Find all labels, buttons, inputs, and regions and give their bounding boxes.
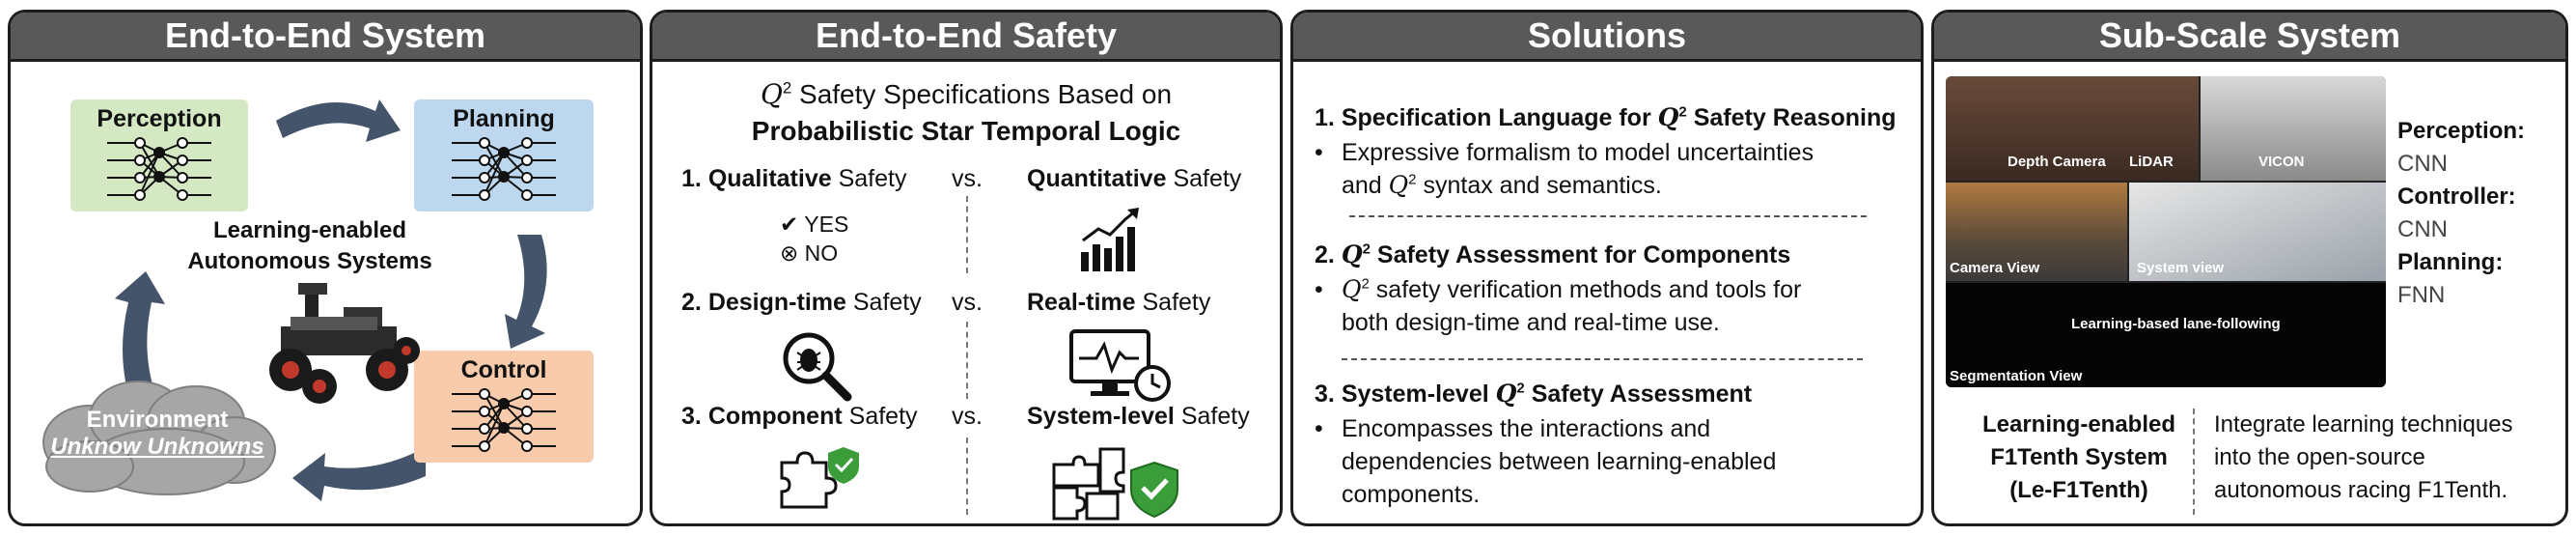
solution-2-title: 2. $Q^2$ Safety Assessment for Components: [1315, 240, 1791, 268]
perception-spec-label: Perception:: [2397, 118, 2526, 144]
center-label-line2: Autonomous Systems: [187, 248, 432, 274]
divider-row1: [966, 196, 968, 273]
solution-2-bullet: [1342, 273, 1801, 339]
yes-option: ✔︎ YES: [780, 212, 849, 237]
solution-3-title: 3. System-level $Q^2$ Safety Assessment: [1315, 380, 1753, 408]
system-description: [2214, 409, 2513, 507]
depth-camera-label: Depth Camera: [2008, 154, 2106, 170]
planning-label: Planning: [453, 105, 555, 132]
panel-title: Solutions: [1293, 13, 1921, 62]
description-line1: Integrate learning techniques: [2214, 411, 2513, 437]
vicon-photo: [2201, 76, 2386, 181]
arrow-control-to-environment: [292, 447, 426, 501]
camera-view-label: Camera View: [1950, 260, 2040, 276]
perception-label: Perception: [97, 105, 222, 132]
panel-sub-scale-system: [1931, 10, 2568, 526]
solution-3-bullet-line2: dependencies between learning-enabled: [1342, 448, 1777, 475]
real-time-safety: Real-time Safety: [1027, 289, 1211, 316]
component-specs: [2397, 115, 2525, 312]
safety-heading-line2: Probabilistic Star Temporal Logic: [751, 116, 1181, 146]
center-label: [184, 215, 435, 277]
vs-label: vs.: [952, 289, 983, 316]
environment-label: [32, 407, 283, 461]
planning-spec-value: FNN: [2397, 282, 2446, 308]
panel-end-to-end-safety: [650, 10, 1283, 526]
yes-no-icon: [780, 210, 848, 268]
vs-label: vs.: [952, 165, 983, 192]
vs-label: vs.: [952, 403, 983, 430]
neural-network-icon: [446, 133, 562, 201]
safety-heading-line1: $Q^2$ Safety Specifications Based on: [760, 78, 1173, 110]
vicon-label: VICON: [2258, 154, 2305, 170]
lane-following-label: Learning-based lane-following: [2071, 316, 2281, 332]
controller-spec-value: CNN: [2397, 216, 2448, 242]
arrow-perception-to-planning: [276, 99, 401, 142]
planning-spec-label: Planning:: [2397, 249, 2504, 275]
solution-2-bullet-line2: both design-time and real-time use.: [1342, 309, 1720, 336]
panel-solutions: [1290, 10, 1924, 526]
photo-collage: [1946, 76, 2386, 387]
solution-1-bullet: [1342, 136, 1814, 202]
solution-2-bullet-line1: • $Q^2$ safety verification methods and tools for: [1342, 275, 1802, 303]
monitor-clock-icon: [1067, 327, 1174, 405]
planning-box: [414, 99, 594, 212]
qualitative-safety: 1. Qualitative Safety: [681, 165, 907, 192]
solutions-divider-1: [1349, 215, 1867, 217]
perception-spec-value: CNN: [2397, 151, 2448, 177]
environment-title: Environment: [86, 407, 229, 433]
quantitative-safety: Quantitative Safety: [1027, 165, 1242, 192]
system-view-photo: [2129, 183, 2386, 281]
neural-network-icon: [446, 384, 562, 452]
solution-1-title: 1. Specification Language for $Q^2$ Safety Reasoning: [1315, 103, 1897, 131]
description-line3: autonomous racing F1Tenth.: [2214, 477, 2508, 503]
system-name-line3: (Le-F1Tenth): [2009, 477, 2148, 503]
no-option: ⊗ NO: [780, 240, 839, 266]
system-name-line2: F1Tenth System: [1990, 444, 2168, 470]
perception-box: [70, 99, 248, 212]
solution-1-bullet-line1: • Expressive formalism to model uncertainties: [1342, 139, 1814, 166]
arrow-planning-to-control: [505, 235, 547, 349]
solution-3-bullet-line3: components.: [1342, 481, 1481, 508]
bug-magnifier-icon: [778, 327, 855, 405]
x-circle-icon: ⊗: [780, 240, 799, 266]
panel-end-to-end-system: [8, 10, 643, 526]
segmentation-view-photo: [1946, 283, 2386, 387]
system-name-line1: Learning-enabled: [1981, 411, 2176, 437]
system-level-safety: System-level Safety: [1027, 403, 1250, 430]
neural-network-icon: [101, 133, 217, 201]
solution-1-bullet-line2: and $Q^2$ syntax and semantics.: [1342, 171, 1662, 199]
panel-title: Sub-Scale System: [1934, 13, 2565, 62]
safety-heading: [652, 76, 1280, 150]
solutions-divider-2: [1342, 358, 1863, 360]
divider-row3: [966, 437, 968, 515]
segmentation-view-label: Segmentation View: [1950, 368, 2083, 384]
panel-title: End-to-End Safety: [652, 13, 1280, 62]
divider-row2: [966, 322, 968, 399]
bar-chart-trend-icon: [1077, 206, 1145, 273]
system-view-label: System view: [2137, 260, 2225, 276]
subscale-divider: [2193, 409, 2195, 515]
control-box: [414, 351, 594, 463]
description-line2: into the open-source: [2214, 444, 2425, 470]
environment-subtitle: Unknow Unknowns: [50, 434, 264, 460]
sensor-photo: [1946, 76, 2199, 181]
puzzle-shield-icon: [776, 443, 863, 511]
solution-3-bullet-line1: • Encompasses the interactions and: [1342, 415, 1711, 442]
camera-view-photo: [1946, 183, 2127, 281]
control-label: Control: [460, 356, 547, 383]
check-circle-icon: ✔︎: [780, 212, 799, 237]
lidar-label: LiDAR: [2129, 154, 2174, 170]
system-name: [1963, 409, 2195, 507]
puzzle-group-shield-icon: [1048, 443, 1183, 521]
component-safety: 3. Component Safety: [681, 403, 918, 430]
controller-spec-label: Controller:: [2397, 183, 2516, 210]
solution-3-bullet: [1342, 412, 1776, 511]
design-time-safety: 2. Design-time Safety: [681, 289, 922, 316]
panel-title: End-to-End System: [11, 13, 640, 62]
center-label-line1: Learning-enabled: [212, 217, 407, 243]
